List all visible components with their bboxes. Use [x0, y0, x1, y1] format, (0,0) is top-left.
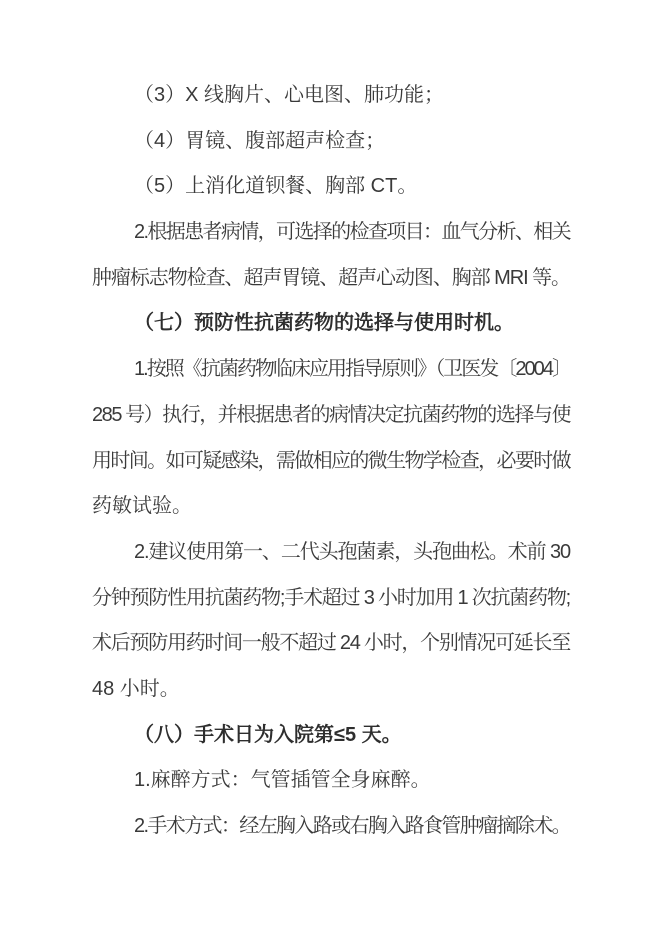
paragraph-anesthesia — [92, 758, 570, 804]
paragraph-antibiotic-usage — [92, 530, 570, 713]
text-line — [92, 804, 570, 850]
text-line — [92, 164, 570, 210]
text-line-content: 术后预防用药时间一般不超过 24 小时，个别情况可延长至 — [92, 632, 570, 655]
text-line-content: （3）X 线胸片、心电图、肺功能； — [134, 84, 445, 106]
text-line — [92, 256, 570, 302]
text-line — [92, 119, 570, 165]
text-line-content: 1.麻醉方式：气管插管全身麻醉。 — [134, 769, 431, 792]
text-line — [92, 576, 570, 622]
heading-text: （八）手术日为入院第≤5 天。 — [134, 723, 402, 746]
text-line-content: 用时间。如可疑感染，需做相应的微生物学检查，必要时做 — [92, 449, 570, 472]
text-line — [92, 73, 570, 119]
heading-section-8 — [92, 713, 570, 759]
text-line — [92, 530, 570, 576]
text-line — [92, 347, 570, 393]
text-line-content: 2.手术方式：经左胸入路或右胸入路食管肿瘤摘除术。 — [134, 815, 570, 837]
paragraph-surgery-method — [92, 804, 570, 850]
text-line-content: 分钟预防性用抗菌药物;手术超过 3 小时加用 1 次抗菌药物; — [92, 586, 570, 609]
text-line — [92, 301, 570, 347]
text-line — [92, 393, 570, 439]
list-item-4 — [92, 119, 570, 165]
list-item-5 — [92, 164, 570, 210]
text-line-content: 2.根据患者病情，可选择的检查项目：血气分析、相关 — [134, 221, 570, 244]
text-line — [92, 210, 570, 256]
paragraph-antibiotic-principle — [92, 347, 570, 530]
text-line-content: 药敏试验。 — [92, 495, 192, 518]
text-line-content: （5）上消化道钡餐、胸部 CT。 — [134, 175, 418, 198]
text-line-content: （4）胃镜、腹部超声检查； — [134, 129, 386, 152]
heading-text: （七）预防性抗菌药物的选择与使用时机。 — [134, 312, 514, 335]
text-line — [92, 439, 570, 485]
text-line — [92, 667, 570, 713]
text-line-content: 2.建议使用第一、二代头孢菌素，头孢曲松。术前 30 — [134, 540, 570, 563]
text-line-content: 285 号）执行，并根据患者的病情决定抗菌药物的选择与使 — [92, 403, 570, 426]
text-line — [92, 713, 570, 759]
list-item-3 — [92, 73, 570, 119]
text-line — [92, 484, 570, 530]
paragraph-optional-tests — [92, 210, 570, 301]
text-line — [92, 758, 570, 804]
heading-section-7 — [92, 301, 570, 347]
text-line-content: 1.按照《抗菌药物临床应用指导原则》（卫医发〔2004〕 — [134, 358, 570, 381]
text-line-content: 48 小时。 — [92, 677, 180, 700]
text-line — [92, 621, 570, 667]
text-line-content: 肿瘤标志物检查、超声胃镜、超声心动图、胸部 MRI 等。 — [92, 266, 570, 289]
